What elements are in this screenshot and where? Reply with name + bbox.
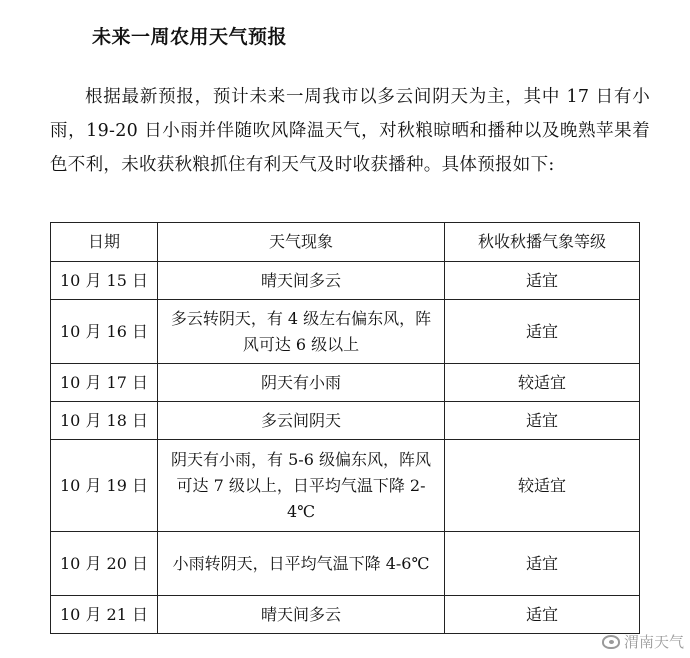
document-title: 未来一周农用天气预报 xyxy=(92,26,288,48)
cell-weather: 小雨转阴天，日平均气温下降 4-6℃ xyxy=(158,532,445,596)
table-row xyxy=(51,262,640,300)
cell-weather: 晴天间多云 xyxy=(158,262,445,300)
cell-level: 适宜 xyxy=(445,596,640,634)
cell-date: 10 月 20 日 xyxy=(51,532,158,596)
cell-level: 适宜 xyxy=(445,402,640,440)
cell-level: 适宜 xyxy=(445,300,640,364)
table-row xyxy=(51,440,640,532)
cell-weather: 阴天有小雨 xyxy=(158,364,445,402)
header-weather: 天气现象 xyxy=(158,223,445,262)
table-row xyxy=(51,300,640,364)
cell-level: 较适宜 xyxy=(445,440,640,532)
cell-level: 适宜 xyxy=(445,262,640,300)
cell-date: 10 月 15 日 xyxy=(51,262,158,300)
cell-date: 10 月 19 日 xyxy=(51,440,158,532)
cell-date: 10 月 21 日 xyxy=(51,596,158,634)
header-level: 秋收秋播气象等级 xyxy=(445,223,640,262)
cell-date: 10 月 18 日 xyxy=(51,402,158,440)
cell-weather: 阴天有小雨，有 5-6 级偏东风，阵风可达 7 级以上，日平均气温下降 2-4℃ xyxy=(158,440,445,532)
intro-paragraph: 根据最新预报，预计未来一周我市以多云间阴天为主，其中 17 日有小雨，19-20 日小雨并伴随吹风降温天气，对秋粮晾晒和播种以及晚熟苹果着色不利，未收获秋粮抓住有利天气及时收获播种。具体预报如下: xyxy=(50,86,650,175)
forecast-table xyxy=(50,222,640,634)
header-date: 日期 xyxy=(51,223,158,262)
cell-date: 10 月 17 日 xyxy=(51,364,158,402)
table-row xyxy=(51,364,640,402)
table-header-row xyxy=(51,223,640,262)
weibo-icon xyxy=(602,635,620,649)
table-row xyxy=(51,402,640,440)
cell-level: 较适宜 xyxy=(445,364,640,402)
cell-date: 10 月 16 日 xyxy=(51,300,158,364)
watermark xyxy=(602,631,684,652)
cell-weather: 晴天间多云 xyxy=(158,596,445,634)
cell-weather: 多云间阴天 xyxy=(158,402,445,440)
table-row xyxy=(51,532,640,596)
table-row xyxy=(51,596,640,634)
cell-level: 适宜 xyxy=(445,532,640,596)
watermark-text: 渭南天气 xyxy=(623,633,684,651)
cell-weather: 多云转阴天，有 4 级左右偏东风，阵风可达 6 级以上 xyxy=(158,300,445,364)
